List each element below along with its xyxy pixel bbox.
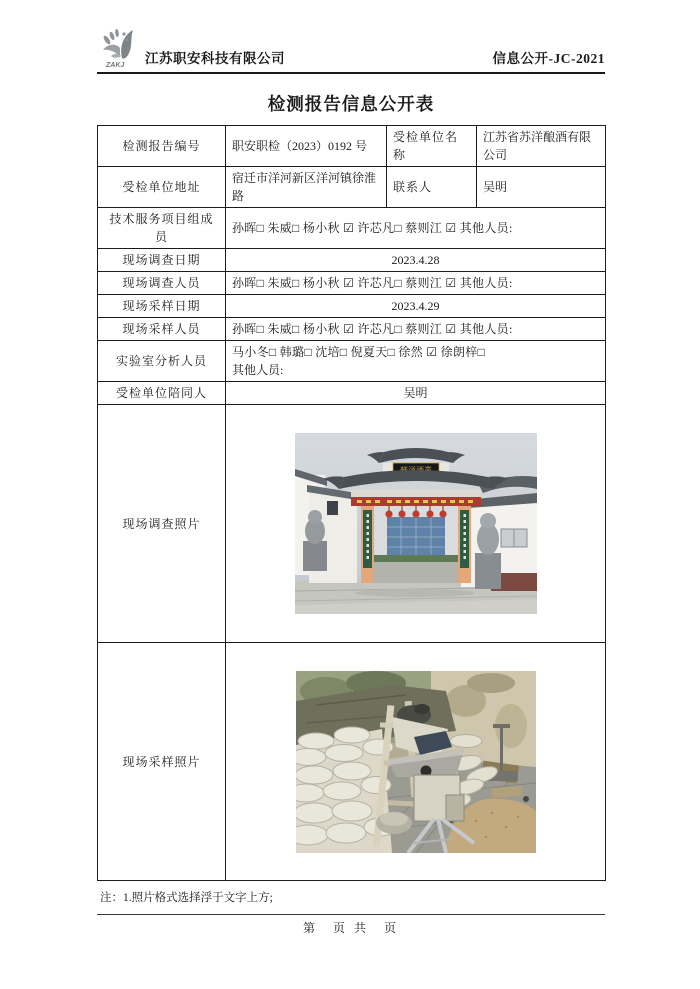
logo-text: ZAKJ xyxy=(106,62,125,69)
page-footer xyxy=(97,914,605,936)
lab-staff-label: 实验室分析人员 xyxy=(98,341,226,382)
table-row xyxy=(98,126,606,167)
team-checklist: 孙晖□ 朱威□ 杨小秋 ☑ 许芯凡□ 蔡则江 ☑ 其他人员: xyxy=(226,208,606,249)
survey-date-value: 2023.4.28 xyxy=(226,249,606,272)
company-logo-icon xyxy=(97,28,143,70)
unit-address-label: 受检单位地址 xyxy=(98,167,226,208)
sampling-photo-cell xyxy=(226,643,606,881)
survey-staff-label: 现场调查人员 xyxy=(98,272,226,295)
contact-value: 吴明 xyxy=(477,167,606,208)
sampling-date-value: 2023.4.29 xyxy=(226,295,606,318)
page-number: 第 页 共 页 xyxy=(302,921,399,935)
report-no-value: 职安职检（2023）0192 号 xyxy=(226,126,387,167)
report-no-label: 检测报告编号 xyxy=(98,126,226,167)
companion-label: 受检单位陪同人 xyxy=(98,382,226,405)
survey-date-label: 现场调查日期 xyxy=(98,249,226,272)
sampling-photo-label: 现场采样照片 xyxy=(98,643,226,881)
footer-rule xyxy=(97,914,605,915)
table-row xyxy=(98,341,606,382)
sampling-staff-label: 现场采样人员 xyxy=(98,318,226,341)
sampling-staff-checklist: 孙晖□ 朱威□ 杨小秋 ☑ 许芯凡□ 蔡则江 ☑ 其他人员: xyxy=(226,318,606,341)
doc-code: 信息公开-JC-2021 xyxy=(492,51,605,66)
report-info-table xyxy=(97,125,606,881)
site-survey-photo xyxy=(295,433,537,614)
table-row xyxy=(98,382,606,405)
table-row xyxy=(98,318,606,341)
survey-staff-checklist: 孙晖□ 朱威□ 杨小秋 ☑ 许芯凡□ 蔡则江 ☑ 其他人员: xyxy=(226,272,606,295)
lab-staff-cell xyxy=(226,341,606,382)
sampling-date-label: 现场采样日期 xyxy=(98,295,226,318)
page-title: 检测报告信息公开表 xyxy=(267,94,435,114)
company-name: 江苏职安科技有限公司 xyxy=(145,51,285,66)
table-row xyxy=(98,208,606,249)
header-rule xyxy=(97,72,605,74)
contact-label: 联系人 xyxy=(387,167,477,208)
companion-value: 吴明 xyxy=(226,382,606,405)
page-header xyxy=(97,0,605,70)
unit-address-value: 宿迁市洋河新区洋河镇徐淮路 xyxy=(226,167,387,208)
footnote: 注：1.照片格式选择浮于文字上方; xyxy=(100,892,273,904)
survey-photo-cell xyxy=(226,405,606,643)
lab-staff-checklist: 马小冬□ 韩璐□ 沈培□ 倪夏天□ 徐然 ☑ 徐朗梓□ xyxy=(232,345,486,359)
unit-name-label: 受检单位名称 xyxy=(387,126,477,167)
table-row xyxy=(98,167,606,208)
unit-name-value: 江苏省苏洋酿酒有限公司 xyxy=(477,126,606,167)
table-row xyxy=(98,249,606,272)
site-sampling-photo xyxy=(296,671,536,853)
table-row xyxy=(98,405,606,643)
table-row xyxy=(98,295,606,318)
table-row xyxy=(98,272,606,295)
team-label: 技术服务项目组成员 xyxy=(98,208,226,249)
table-row xyxy=(98,643,606,881)
lab-other-label: 其他人员: xyxy=(232,363,284,377)
survey-photo-label: 现场调查照片 xyxy=(98,405,226,643)
